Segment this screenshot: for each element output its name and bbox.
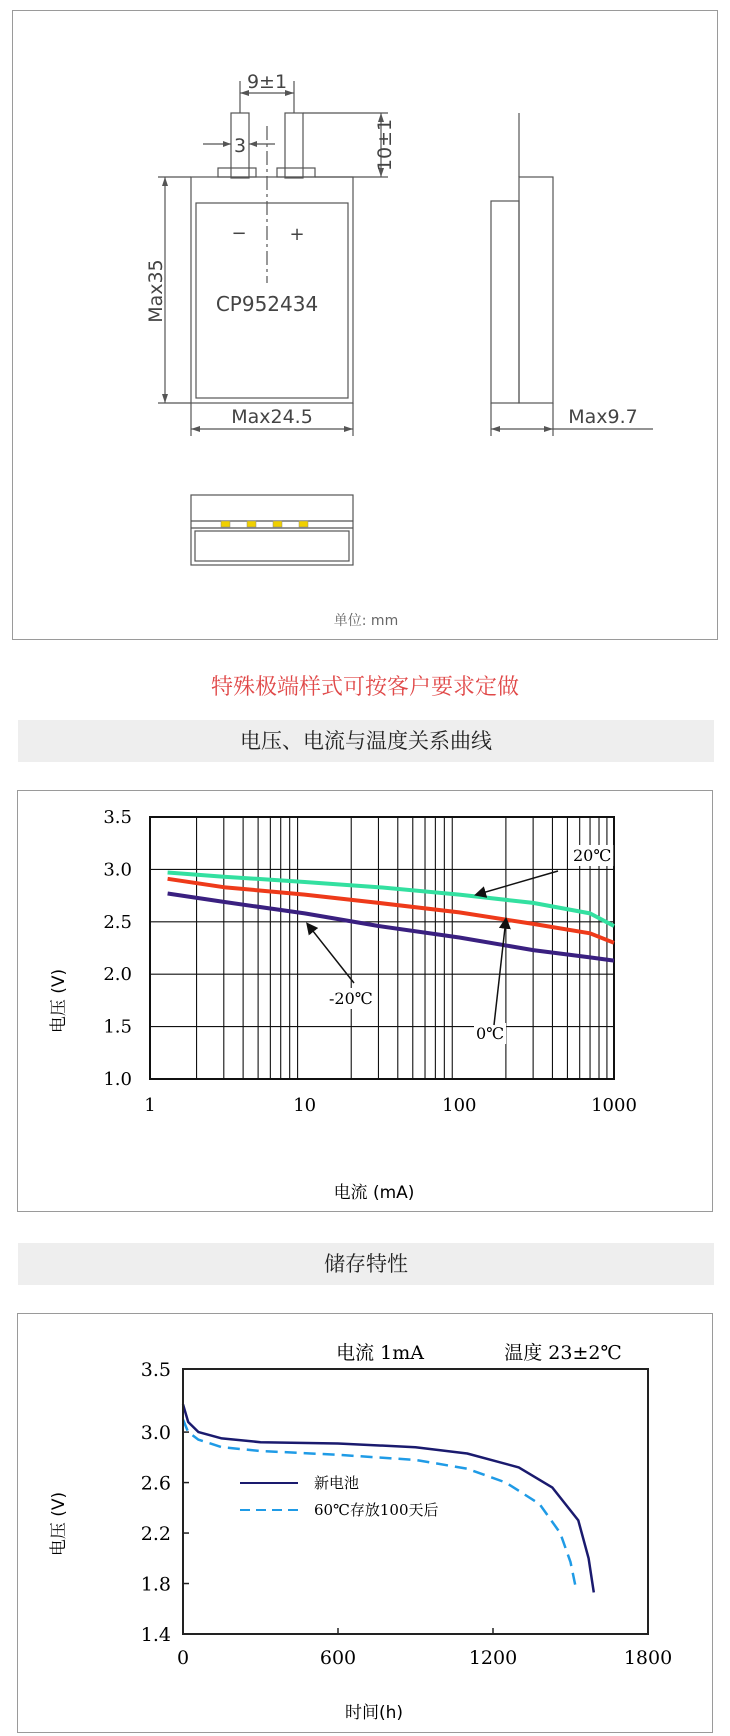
legend-label-new: 新电池 [314, 1474, 360, 1492]
chart1-arrow [477, 871, 558, 895]
chart2-xtick: 1800 [623, 1647, 673, 1669]
chart1-ytick: 3.5 [103, 807, 132, 828]
chart1-xlabel: 电流 (mA) [333, 1183, 415, 1203]
bottom-view [191, 495, 353, 565]
chart1-ytick: 2.5 [103, 911, 132, 933]
chart1-ytick: 1.5 [103, 1016, 132, 1038]
side-view-left [491, 201, 519, 403]
battery-body [191, 177, 353, 403]
chart2-ytick: 3.0 [140, 1422, 171, 1445]
chart1-ytick: 2.0 [103, 964, 132, 986]
chart1-series-label: 0℃ [476, 1024, 505, 1043]
chart2-xtick: 600 [319, 1647, 357, 1669]
plus-sign: + [289, 224, 305, 245]
drawing-panel [12, 10, 718, 640]
battery-drawing [13, 11, 719, 641]
chart1-ytick: 3.0 [103, 859, 132, 881]
section-title-storage: 储存特性 [18, 1243, 714, 1285]
chart1-xtick: 1000 [591, 1095, 637, 1116]
dim-height-label: Max35 [145, 259, 167, 323]
dim-thickness-label: Max9.7 [568, 406, 638, 428]
chart1-arrow [494, 920, 506, 1025]
chart2-ylabel: 电压 (V) [49, 1491, 69, 1557]
storage-chart [18, 1314, 714, 1734]
chart1-xtick: 10 [293, 1095, 317, 1116]
storage-chart-panel [17, 1313, 713, 1733]
chart2-ytick: 3.5 [140, 1359, 171, 1381]
dim-pitch-label: 9±1 [246, 71, 288, 93]
chart1-series-label: 20℃ [573, 846, 612, 865]
chart1-frame [150, 817, 614, 1079]
section-title-voltage-current: 电压、电流与温度关系曲线 [18, 720, 714, 762]
chart1-ytick: 1.0 [103, 1069, 132, 1090]
model-label: CP952434 [215, 292, 319, 316]
chart1-ylabel: 电压 (V) [49, 968, 69, 1034]
minus-sign: − [231, 223, 247, 244]
legend-label-stored: 60℃存放100天后 [314, 1501, 439, 1519]
chart1-series-label: -20℃ [329, 989, 373, 1008]
chart2-subtitle: 温度 23±2℃ [504, 1342, 622, 1364]
voltage-current-chart [18, 791, 714, 1213]
dim-width-label: Max24.5 [231, 406, 313, 428]
side-view-right [519, 177, 553, 403]
chart1-series-line [168, 873, 614, 927]
chart2-ytick: 1.4 [140, 1624, 171, 1646]
chart2-ytick: 2.6 [140, 1472, 171, 1495]
chart2-xtick: 0 [176, 1647, 190, 1669]
voltage-current-chart-panel [17, 790, 713, 1212]
chart1-xtick: 100 [442, 1095, 477, 1116]
chart2-xtick: 1200 [468, 1647, 518, 1669]
custom-notice: 特殊极端样式可按客户要求定做 [210, 675, 519, 700]
dim-tab-width-label: 3 [233, 135, 247, 157]
chart2-xlabel: 时间(h) [344, 1703, 404, 1723]
chart2-ytick: 1.8 [140, 1573, 171, 1596]
chart2-title: 电流 1mA [336, 1342, 424, 1364]
dim-tab-length-label: 10±1 [374, 118, 396, 172]
chart2-ytick: 2.2 [140, 1523, 171, 1546]
chart1-xtick: 1 [144, 1095, 156, 1116]
unit-label: 单位: mm [333, 613, 399, 629]
